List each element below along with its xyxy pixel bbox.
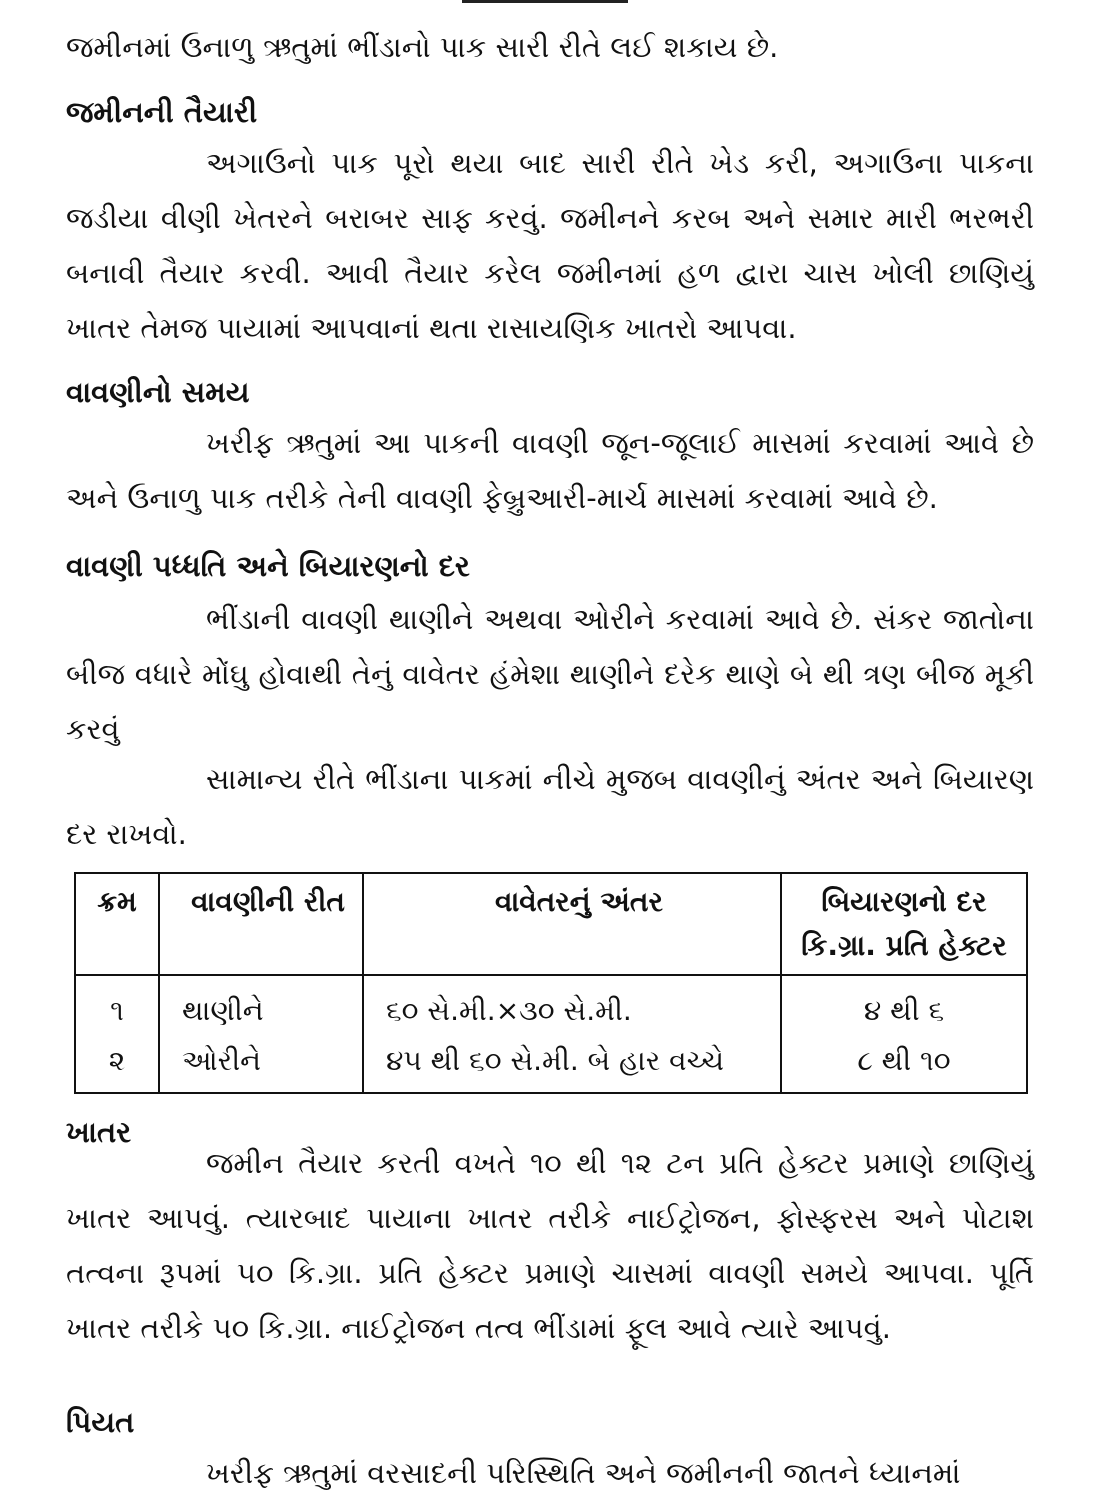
row-spacing: ૬૦ સે.મી.×૩૦ સે.મી. bbox=[363, 975, 781, 1036]
heading-land-preparation: જમીનની તૈયારી bbox=[66, 95, 258, 129]
row-spacing: ૪૫ થી ૬૦ સે.મી. બે હાર વચ્ચે bbox=[363, 1036, 781, 1093]
intro-paragraph: જમીનમાં ઉનાળુ ઋતુમાં ભીંડાનો પાક સારી રીતે લઈ શકાય છે. bbox=[66, 30, 779, 64]
manure-text: જમીન તૈયાર કરતી વખતે ૧૦ થી ૧૨ ટન પ્રતિ હેક્ટર પ્રમાણે છાણિયું ખાતર આપવું. ત્યારબાદ પાયાના ખાતર તરીકે નાઈટ્રોજન, ફોસ્ફરસ અને પોટાશ તત્વના રૂપમાં ૫૦ કિ.ગ્રા. પ્રતિ હેક્ટર પ્રમાણે ચાસમાં વાવણી સમયે આપવા. પૂર્તિ ખાતર તરીકે ૫૦ કિ.ગ્રા. નાઈટ્રોજન તત્વ ભીંડામાં ફૂલ આવે ત્યારે આપવું. bbox=[66, 1146, 1034, 1345]
header-serial-no: ક્રમ bbox=[75, 873, 159, 975]
heading-manure: ખાતર bbox=[66, 1115, 132, 1149]
land-preparation-text: અગાઉનો પાક પૂરો થયા બાદ સારી રીતે ખેડ કરી, અગાઉના પાકના જડીયા વીણી ખેતરને બરાબર સાફ કરવું. જમીનને કરબ અને સમાર મારી ભરભરી બનાવી તૈયાર કરવી. આવી તૈયાર કરેલ જમીનમાં હળ દ્વારા ચાસ ખોલી છાણિયું ખાતર તેમજ પાયામાં આપવાનાં થતા રાસાયણિક ખાતરો આપવા. bbox=[66, 146, 1034, 345]
sowing-time-text: ખરીફ ઋતુમાં આ પાકની વાવણી જૂન-જૂલાઈ માસમાં કરવામાં આવે છે અને ઉનાળુ પાક તરીકે તેની વાવણી ફેબ્રુઆરી-માર્ચ માસમાં કરવામાં આવે છે. bbox=[66, 426, 1034, 515]
sowing-method-paragraph-2 bbox=[66, 752, 1034, 862]
header-sowing-method: વાવણીની રીત bbox=[159, 873, 363, 975]
land-preparation-paragraph bbox=[66, 136, 1034, 356]
sowing-method-text-2: સામાન્ય રીતે ભીંડાના પાકમાં નીચે મુજબ વાવણીનું અંતર અને બિયારણ દર રાખવો. bbox=[66, 762, 1034, 851]
sowing-method-paragraph-1 bbox=[66, 592, 1034, 757]
irrigation-paragraph bbox=[66, 1446, 1034, 1501]
header-seed-rate: બિયારણનો દર કિ.ગ્રા. પ્રતિ હેક્ટર bbox=[781, 873, 1027, 975]
row-sowing-method: થાણીને bbox=[159, 975, 363, 1036]
heading-sowing-method: વાવણી પધ્ધતિ અને બિયારણનો દર bbox=[66, 549, 470, 583]
sowing-time-paragraph bbox=[66, 416, 1034, 526]
sowing-rate-table bbox=[74, 872, 1028, 1094]
top-rule bbox=[462, 0, 628, 3]
sowing-method-text-1: ભીંડાની વાવણી થાણીને અથવા ઓરીને કરવામાં આવે છે. સંકર જાતોના બીજ વધારે મોંઘુ હોવાથી તેનું વાવેતર હંમેશા થાણીને દરેક થાણે બે થી ત્રણ બીજ મૂકી કરવું bbox=[66, 602, 1034, 746]
table-header-row bbox=[75, 873, 1027, 975]
table-row bbox=[75, 1036, 1027, 1093]
row-seed-rate: ૪ થી ૬ bbox=[781, 975, 1027, 1036]
row-seed-rate: ૮ થી ૧૦ bbox=[781, 1036, 1027, 1093]
row-serial-no: ૧ bbox=[75, 975, 159, 1036]
header-spacing: વાવેતરનું અંતર bbox=[363, 873, 781, 975]
manure-paragraph bbox=[66, 1136, 1034, 1356]
heading-irrigation: પિયત bbox=[66, 1405, 135, 1439]
irrigation-text: ખરીફ ઋતુમાં વરસાદની પરિસ્થિતિ અને જમીનની જાતને ધ્યાનમાં bbox=[206, 1456, 961, 1490]
heading-sowing-time: વાવણીનો સમય bbox=[66, 375, 250, 409]
row-sowing-method: ઓરીને bbox=[159, 1036, 363, 1093]
table-row bbox=[75, 975, 1027, 1036]
row-serial-no: ૨ bbox=[75, 1036, 159, 1093]
